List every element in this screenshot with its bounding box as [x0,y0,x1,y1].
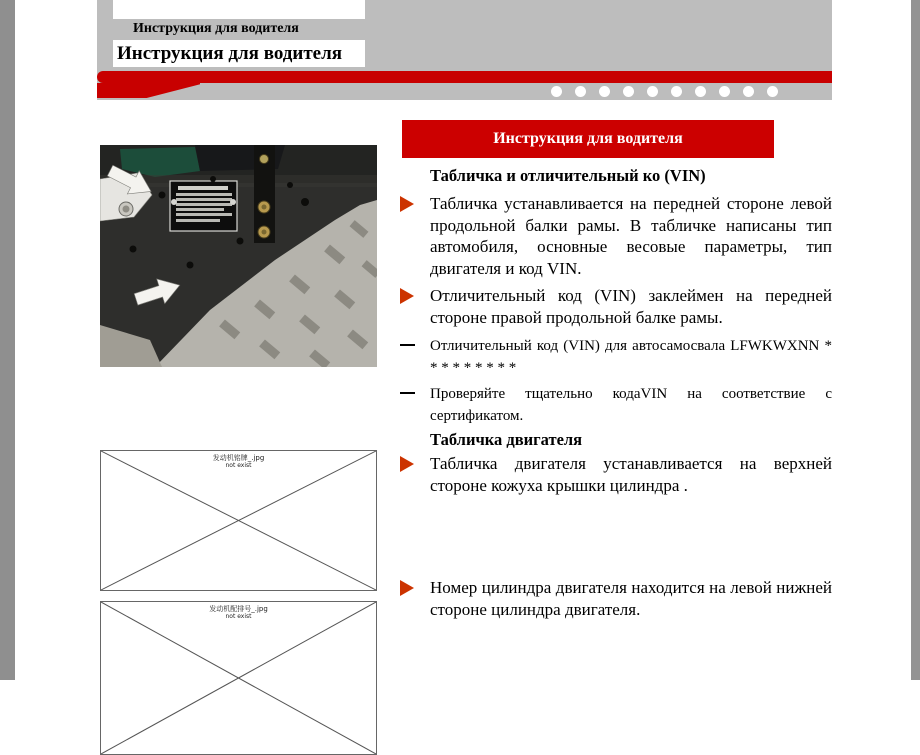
bullet-text: Номер цилиндра двигателя находится на левой нижней стороне цилиндра двигателя. [430,578,832,619]
dash-item [400,335,832,379]
section-header-title: Инструкция для водителя [493,130,683,147]
placeholder-filename: 发动机配排号_.jpg [209,605,268,613]
bullet-triangle-icon [400,453,430,496]
bullet-item [400,577,832,620]
top-partial-box [113,0,365,19]
pager-dot[interactable] [575,86,586,97]
placeholder-x-icon [101,451,376,590]
dash-item [400,383,832,427]
article-column [400,120,832,620]
placeholder-x-icon [101,602,376,754]
vin-heading: Табличка и отличительный ко (VIN) [430,166,706,185]
vin-plate-photo [100,145,377,367]
placeholder-note: not exist [225,613,252,620]
bullet-text: Отличительный код (VIN) заклеймен на передней стороне правой продольной балке рамы. [430,286,832,327]
bullet-text: Табличка устанавливается на передней стороне левой продольной балки рамы. В табличке написаны тип автомобиля, основные весовые параметры, тип двигателя и код VIN. [430,194,832,278]
pager-dot[interactable] [719,86,730,97]
pager-dot[interactable] [767,86,778,97]
red-accent-bar [97,71,832,83]
bullet-triangle-icon [400,193,430,279]
pager-dots [200,83,832,100]
pager-dot[interactable] [623,86,634,97]
pager-dot[interactable] [695,86,706,97]
bullet-triangle-icon [400,577,430,620]
section-header [402,120,774,158]
engine-heading: Табличка двигателя [430,430,583,449]
missing-image-placeholder [100,450,377,591]
bullet-triangle-icon [400,285,430,328]
pager-dot[interactable] [647,86,658,97]
pager-dot[interactable] [599,86,610,97]
dash-icon [400,335,430,379]
page-title-box [113,40,365,67]
bullet-item [400,285,832,328]
bullet-item [400,193,832,279]
placeholder-note: not exist [225,462,252,469]
document-tab-title: Инструкция для водителя [133,21,299,36]
vin-plate-photo-illustration [100,145,377,367]
page-title: Инструкция для водителя [117,43,343,64]
right-page-edge [911,0,920,680]
bullet-item [400,453,832,496]
placeholder-filename: 发动机铭牌_.jpg [212,454,265,462]
dash-icon [400,383,430,427]
bullet-text: Табличка двигателя устанавливается на верхней стороне кожуха крышки цилиндра . [430,454,832,495]
left-page-edge [0,0,15,680]
dash-text: Проверяйте тщательно кодаVIN на соответствие с сертификатом. [430,386,832,424]
pager-dot[interactable] [743,86,754,97]
pager-dot[interactable] [671,86,682,97]
missing-image-placeholder [100,601,377,755]
dash-text: Отличительный код (VIN) для автосамосвала LFWKWXNN * * * * * * * * * [430,338,832,376]
vin-data-plate [170,181,237,231]
pager-dot[interactable] [551,86,562,97]
